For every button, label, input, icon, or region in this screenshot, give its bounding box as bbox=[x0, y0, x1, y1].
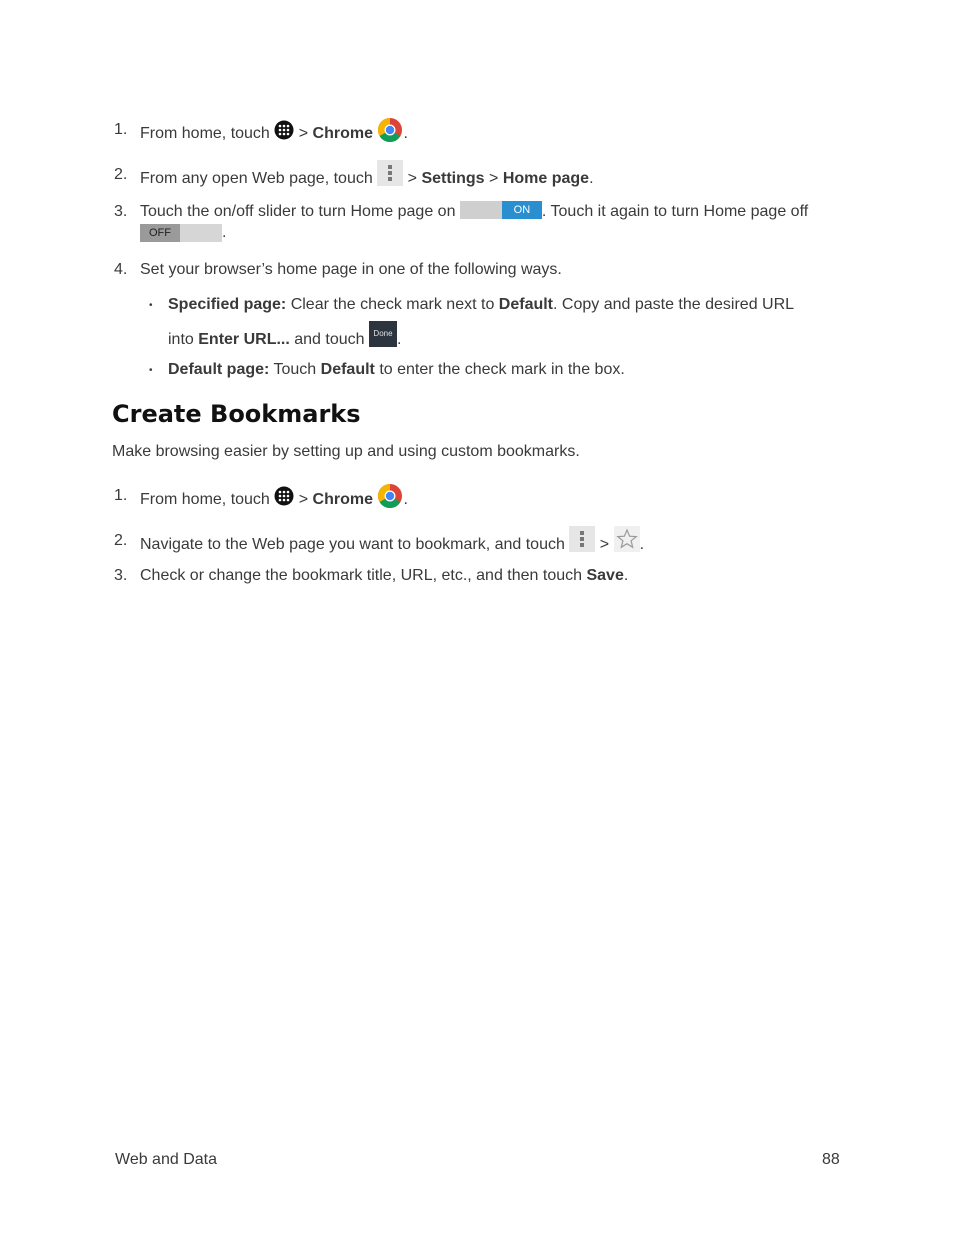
bullet-text: and touch bbox=[289, 331, 369, 349]
chrome-icon bbox=[377, 483, 403, 509]
step-text: Navigate to the Web page you want to bookmark, and touch bbox=[140, 536, 565, 554]
separator: > bbox=[298, 125, 309, 143]
separator: > bbox=[489, 170, 499, 188]
save-label: Save bbox=[586, 567, 624, 584]
bullet-label: Default page: bbox=[168, 361, 270, 378]
bullet-text: Clear the check mark next to bbox=[286, 296, 499, 313]
step-number: 2. bbox=[114, 166, 128, 183]
footer-section-name: Web and Data bbox=[115, 1151, 217, 1168]
separator: > bbox=[407, 170, 417, 188]
bullet-mark: • bbox=[149, 365, 153, 376]
apps-icon bbox=[274, 486, 294, 506]
menu-icon bbox=[377, 160, 403, 186]
on-label: ON bbox=[502, 201, 542, 219]
done-label: Done bbox=[373, 329, 393, 338]
bullet-mark: • bbox=[149, 300, 153, 311]
separator: > bbox=[298, 491, 309, 509]
enter-url-label: Enter URL... bbox=[198, 331, 290, 349]
home-page-label: Home page bbox=[502, 170, 590, 188]
page-number: 88 bbox=[822, 1151, 840, 1168]
step-text: Touch the on/off slider to turn Home page on bbox=[140, 203, 456, 221]
apps-icon bbox=[274, 120, 294, 140]
on-toggle-icon bbox=[460, 201, 542, 219]
period: . bbox=[222, 224, 227, 242]
off-toggle-icon bbox=[140, 224, 222, 242]
step-text: Set your browser’s home page in one of the following ways. bbox=[140, 261, 562, 278]
step-text-continued: . Touch it again to turn Home page off bbox=[541, 203, 809, 221]
step-number: 1. bbox=[114, 487, 128, 504]
step-text: From home, touch bbox=[140, 125, 270, 143]
step-text: Check or change the bookmark title, URL, etc., and then touch bbox=[140, 567, 587, 584]
chrome-icon bbox=[377, 117, 403, 143]
step-number: 4. bbox=[114, 261, 128, 278]
default-label: Default bbox=[498, 296, 554, 313]
chrome-label: Chrome bbox=[312, 125, 373, 143]
step-text: From any open Web page, touch bbox=[140, 170, 373, 188]
step-number: 1. bbox=[114, 121, 128, 138]
star-icon bbox=[614, 526, 640, 552]
bullet-text: to enter the check mark in the box. bbox=[374, 361, 625, 378]
step-text: From home, touch bbox=[140, 491, 270, 509]
chrome-label: Chrome bbox=[312, 491, 373, 509]
period: . bbox=[639, 536, 645, 554]
separator: > bbox=[599, 536, 610, 554]
default-label: Default bbox=[320, 361, 375, 378]
period: . bbox=[589, 170, 594, 188]
bullet-label: Specified page: bbox=[168, 296, 287, 313]
bullet-text: . Copy and paste the desired URL bbox=[553, 296, 795, 313]
period: . bbox=[403, 125, 408, 143]
period: . bbox=[396, 331, 402, 349]
section-intro: Make browsing easier by setting up and using custom bookmarks. bbox=[112, 443, 580, 460]
section-title: Create Bookmarks bbox=[112, 400, 361, 428]
period: . bbox=[623, 567, 629, 584]
settings-label: Settings bbox=[421, 170, 485, 188]
step-number: 3. bbox=[114, 567, 128, 584]
bullet-text: Touch bbox=[269, 361, 321, 378]
step-number: 3. bbox=[114, 203, 128, 220]
off-label: OFF bbox=[140, 224, 180, 242]
menu-icon bbox=[569, 526, 595, 552]
done-icon bbox=[369, 321, 397, 347]
step-number: 2. bbox=[114, 532, 128, 549]
bullet-text: into bbox=[168, 331, 199, 349]
period: . bbox=[403, 491, 408, 509]
